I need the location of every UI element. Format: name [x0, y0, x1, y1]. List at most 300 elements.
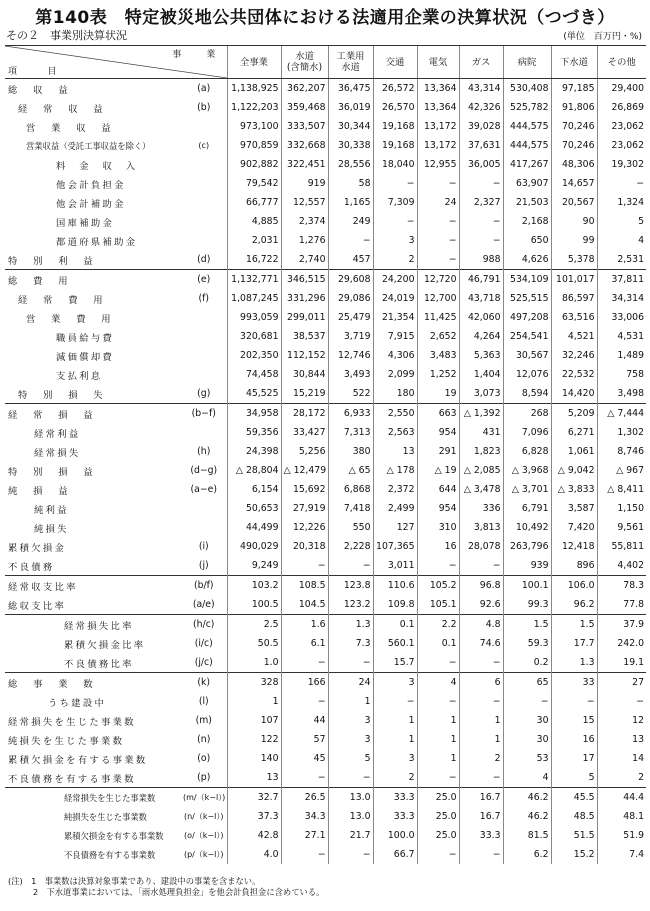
- table-cell: 27.1: [281, 826, 328, 845]
- table-cell: 3,073: [459, 384, 503, 404]
- row-label: 純損失を生じた事業数: [8, 735, 125, 747]
- row-label: 経常損失を生じた事業数: [5, 788, 181, 808]
- table-cell: 36,475: [328, 79, 373, 99]
- column-header: 工業用 水道: [328, 46, 373, 79]
- row-label: 純損失: [34, 523, 69, 535]
- table-cell: 28,556: [328, 155, 373, 174]
- table-cell: 91,806: [551, 98, 597, 117]
- table-cell: 1,404: [459, 365, 503, 384]
- table-cell: 36,005: [459, 155, 503, 174]
- table-cell: −: [281, 768, 328, 788]
- row-label: 不良債務を有する事業数: [8, 773, 136, 785]
- row-code: (j/c): [194, 657, 213, 668]
- table-cell: −: [281, 653, 328, 673]
- table-cell: 1,150: [597, 499, 646, 518]
- table-cell: 19,168: [373, 136, 417, 155]
- table-cell: 30,844: [281, 365, 328, 384]
- table-cell: △ 2,085: [459, 461, 503, 480]
- table-cell: 970,859: [227, 136, 281, 155]
- table-cell: 2: [373, 250, 417, 270]
- table-cell: 5: [328, 749, 373, 768]
- table-cell: 51.5: [551, 826, 597, 845]
- table-cell: 2,652: [417, 327, 459, 346]
- table-cell: −: [459, 212, 503, 231]
- row-label: 総 費 用: [5, 270, 181, 290]
- table-cell: 4: [503, 768, 551, 788]
- table-cell: 110.6: [373, 576, 417, 596]
- table-cell: 21.7: [328, 826, 373, 845]
- table-row: [5, 270, 646, 290]
- row-label: 支払利息: [56, 370, 103, 382]
- row-label: 経 常 費 用: [18, 294, 106, 306]
- table-cell: 96.8: [459, 576, 503, 596]
- table-cell: 2.2: [417, 615, 459, 635]
- row-code: (c): [198, 141, 210, 150]
- table-cell: 2,168: [503, 212, 551, 231]
- table-cell: 4.8: [459, 615, 503, 635]
- table-cell: 242.0: [597, 634, 646, 653]
- table-cell: 5: [551, 768, 597, 788]
- table-cell: 101,017: [551, 270, 597, 290]
- row-label: 営 業 収 益: [26, 122, 114, 134]
- table-cell: 650: [503, 231, 551, 250]
- table-cell: −: [417, 653, 459, 673]
- table-cell: −: [328, 231, 373, 250]
- table-cell: 16: [417, 537, 459, 556]
- table-cell: 993,059: [227, 308, 281, 327]
- table-cell: 2,228: [328, 537, 373, 556]
- table-cell: 37.3: [227, 807, 281, 826]
- row-code: (b/f): [181, 576, 227, 596]
- column-header: 病院: [503, 46, 551, 79]
- table-cell: 310: [417, 518, 459, 537]
- table-cell: 24,019: [373, 289, 417, 308]
- table-cell: 268: [503, 404, 551, 424]
- row-label: 純損失を生じた事業数: [64, 811, 147, 822]
- row-code: (p): [197, 772, 211, 783]
- table-row: [5, 461, 646, 480]
- table-cell: 202,350: [227, 346, 281, 365]
- unit-label: (単位 百万円・%): [563, 32, 642, 42]
- table-cell: 6,271: [551, 423, 597, 442]
- table-cell: △ 8,411: [597, 480, 646, 499]
- row-code: (i/c): [194, 638, 213, 649]
- table-cell: 57: [281, 730, 328, 749]
- table-cell: 65: [503, 673, 551, 693]
- table-cell: 6,154: [227, 480, 281, 499]
- table-cell: 18,040: [373, 155, 417, 174]
- row-code: [181, 518, 227, 537]
- table-cell: 27,919: [281, 499, 328, 518]
- table-cell: 291: [417, 442, 459, 461]
- table-cell: 3,483: [417, 346, 459, 365]
- row-code: (f): [198, 293, 210, 304]
- table-cell: 1.3: [328, 615, 373, 635]
- table-cell: 0.1: [373, 615, 417, 635]
- table-cell: 4,626: [503, 250, 551, 270]
- table-cell: 332,668: [281, 136, 328, 155]
- table-cell: 3,587: [551, 499, 597, 518]
- table-cell: 38,537: [281, 327, 328, 346]
- table-row: [5, 365, 646, 384]
- table-cell: 919: [281, 174, 328, 193]
- table-cell: 46.2: [503, 807, 551, 826]
- row-label: 純利益: [34, 504, 69, 516]
- row-label: 営業収益（受託工事収益を除く）: [26, 140, 151, 151]
- table-cell: 1,165: [328, 193, 373, 212]
- table-cell: 109.8: [373, 595, 417, 615]
- table-row: [5, 404, 646, 424]
- table-cell: −: [281, 556, 328, 576]
- row-label: 料 金 収 入: [56, 160, 138, 172]
- table-cell: 336: [459, 499, 503, 518]
- table-cell: 17: [551, 749, 597, 768]
- table-cell: 43,718: [459, 289, 503, 308]
- table-cell: 11,425: [417, 308, 459, 327]
- table-cell: 13.0: [328, 807, 373, 826]
- table-cell: 1,252: [417, 365, 459, 384]
- table-cell: 1,087,245: [227, 289, 281, 308]
- table-cell: −: [417, 845, 459, 864]
- table-cell: 21,354: [373, 308, 417, 327]
- table-cell: 34,958: [227, 404, 281, 424]
- table-row: [5, 499, 646, 518]
- table-row: [5, 634, 646, 653]
- table-row: [5, 730, 646, 749]
- table-cell: 44: [281, 711, 328, 730]
- table-cell: 1: [417, 711, 459, 730]
- table-row: [5, 193, 646, 212]
- table-cell: 59.3: [503, 634, 551, 653]
- table-cell: 2: [597, 768, 646, 788]
- row-code: (a−e): [190, 484, 217, 495]
- table-cell: 6,828: [503, 442, 551, 461]
- table-cell: 320,681: [227, 327, 281, 346]
- table-cell: △ 12,479: [281, 461, 328, 480]
- table-cell: 123.8: [328, 576, 373, 596]
- column-header: 電気: [417, 46, 459, 79]
- row-code: [181, 423, 227, 442]
- table-cell: 70,246: [551, 117, 597, 136]
- table-cell: △ 3,968: [503, 461, 551, 480]
- table-cell: 19: [417, 384, 459, 404]
- table-cell: 1: [459, 711, 503, 730]
- table-cell: 1: [459, 730, 503, 749]
- table-cell: 457: [328, 250, 373, 270]
- table-row: [5, 673, 646, 693]
- table-row: [5, 845, 646, 864]
- table-cell: 20,567: [551, 193, 597, 212]
- table-cell: △ 3,833: [551, 480, 597, 499]
- row-code: (a): [197, 83, 211, 94]
- table-cell: 2,740: [281, 250, 328, 270]
- table-cell: 14,657: [551, 174, 597, 193]
- table-cell: 249: [328, 212, 373, 231]
- row-label: うち建設中: [48, 697, 107, 709]
- row-label: 経常損失比率: [5, 615, 181, 635]
- table-cell: 328: [227, 673, 281, 693]
- table-cell: −: [328, 653, 373, 673]
- table-cell: 44.4: [597, 788, 646, 808]
- row-code: (n/（k−l）): [183, 812, 224, 821]
- table-cell: 105.2: [417, 576, 459, 596]
- header-row: [5, 46, 646, 79]
- row-code: (o): [197, 753, 211, 764]
- table-cell: 359,468: [281, 98, 328, 117]
- table-cell: 51.9: [597, 826, 646, 845]
- table-cell: 24: [417, 193, 459, 212]
- table-cell: 36,019: [328, 98, 373, 117]
- table-cell: 26,570: [373, 98, 417, 117]
- table-cell: 30: [503, 730, 551, 749]
- table-cell: 78.3: [597, 576, 646, 596]
- table-cell: 1.3: [551, 653, 597, 673]
- table-cell: 20,318: [281, 537, 328, 556]
- row-code: (g): [197, 388, 211, 399]
- page-title: 第140表 特定被災地公共団体における法適用企業の決算状況（つづき）: [35, 8, 615, 28]
- table-row: [5, 653, 646, 673]
- table-cell: −: [459, 231, 503, 250]
- table-cell: 530,408: [503, 79, 551, 99]
- table-cell: 106.0: [551, 576, 597, 596]
- row-label: 職員給与費: [56, 332, 115, 344]
- table-cell: 362,207: [281, 79, 328, 99]
- table-cell: 2: [459, 749, 503, 768]
- row-label: 都道府県補助金: [56, 236, 138, 248]
- table-cell: −: [459, 174, 503, 193]
- row-label: 経常収支比率: [5, 576, 181, 596]
- table-cell: 19,168: [373, 117, 417, 136]
- table-cell: 33,006: [597, 308, 646, 327]
- table-cell: 30,344: [328, 117, 373, 136]
- row-label: 特 別 損 失: [18, 389, 106, 401]
- table-cell: 4,885: [227, 212, 281, 231]
- table-cell: 16,722: [227, 250, 281, 270]
- table-cell: 534,109: [503, 270, 551, 290]
- table-row: [5, 711, 646, 730]
- table-cell: 3: [373, 231, 417, 250]
- table-cell: 1,138,925: [227, 79, 281, 99]
- table-cell: 13: [597, 730, 646, 749]
- row-label: 総 事 業 数: [5, 673, 181, 693]
- column-header: その他: [597, 46, 646, 79]
- table-row: [5, 231, 646, 250]
- row-code: [181, 365, 227, 384]
- row-code: [181, 117, 227, 136]
- footnotes: [8, 876, 324, 898]
- row-code: (i): [198, 541, 209, 552]
- table-cell: 7,309: [373, 193, 417, 212]
- table-cell: 33.3: [373, 788, 417, 808]
- table-cell: 59,356: [227, 423, 281, 442]
- table-cell: 1: [417, 749, 459, 768]
- table-cell: 70,246: [551, 136, 597, 155]
- column-header: 水道 (含簡水): [281, 46, 328, 79]
- table-cell: 896: [551, 556, 597, 576]
- table-cell: △ 19: [417, 461, 459, 480]
- table-row: [5, 174, 646, 193]
- table-cell: 560.1: [373, 634, 417, 653]
- table-cell: 23,062: [597, 136, 646, 155]
- row-label: 経 常 収 益: [18, 103, 106, 115]
- table-cell: 13,172: [417, 136, 459, 155]
- row-label: 他会計負担金: [56, 179, 126, 191]
- table-cell: 37.9: [597, 615, 646, 635]
- table-cell: 2.5: [227, 615, 281, 635]
- table-cell: 346,515: [281, 270, 328, 290]
- table-cell: △ 9,042: [551, 461, 597, 480]
- table-cell: 525,515: [503, 289, 551, 308]
- table-row: [5, 289, 646, 308]
- table-cell: −: [417, 250, 459, 270]
- table-cell: 90: [551, 212, 597, 231]
- table-cell: 1,122,203: [227, 98, 281, 117]
- table-row: [5, 826, 646, 845]
- table-cell: 1.5: [503, 615, 551, 635]
- table-cell: 15: [551, 711, 597, 730]
- table-cell: 3: [328, 730, 373, 749]
- table-cell: 1: [328, 692, 373, 711]
- table-cell: 180: [373, 384, 417, 404]
- row-label: 経常利益: [34, 428, 81, 440]
- row-label: 特 別 損 益: [8, 466, 96, 478]
- table-cell: 15,692: [281, 480, 328, 499]
- table-cell: 28,078: [459, 537, 503, 556]
- row-code: [181, 174, 227, 193]
- table-row: [5, 212, 646, 231]
- row-label: 減価償却費: [56, 351, 115, 363]
- table-cell: 1,489: [597, 346, 646, 365]
- table-row: [5, 308, 646, 327]
- table-cell: 77.8: [597, 595, 646, 615]
- table-cell: −: [328, 845, 373, 864]
- table-cell: 26,869: [597, 98, 646, 117]
- table-cell: −: [459, 845, 503, 864]
- corner-bottom-label: 項 目: [8, 67, 68, 77]
- table-cell: 55,811: [597, 537, 646, 556]
- table-cell: 123.2: [328, 595, 373, 615]
- table-cell: 34.3: [281, 807, 328, 826]
- table-cell: −: [417, 768, 459, 788]
- table-cell: −: [328, 556, 373, 576]
- table-cell: −: [459, 653, 503, 673]
- column-header: 交通: [373, 46, 417, 79]
- table-cell: 33: [551, 673, 597, 693]
- table-cell: 490,029: [227, 537, 281, 556]
- table-cell: 66.7: [373, 845, 417, 864]
- table-cell: 1,276: [281, 231, 328, 250]
- table-cell: 12,955: [417, 155, 459, 174]
- table-cell: 0.2: [503, 653, 551, 673]
- table-cell: 333,507: [281, 117, 328, 136]
- table-cell: 2,499: [373, 499, 417, 518]
- table-cell: 30,338: [328, 136, 373, 155]
- table-cell: −: [459, 768, 503, 788]
- table-cell: 2,374: [281, 212, 328, 231]
- table-cell: −: [597, 692, 646, 711]
- table-cell: 42,060: [459, 308, 503, 327]
- table-cell: 4: [417, 673, 459, 693]
- table-cell: 16.7: [459, 807, 503, 826]
- table-cell: 299,011: [281, 308, 328, 327]
- table-cell: −: [459, 692, 503, 711]
- row-label: 累積欠損金を有する事業数: [8, 754, 148, 766]
- table-cell: 37,631: [459, 136, 503, 155]
- table-cell: 1,324: [597, 193, 646, 212]
- table-cell: 6: [459, 673, 503, 693]
- table-cell: 1: [417, 730, 459, 749]
- table-row: [5, 576, 646, 596]
- table-row: [5, 384, 646, 404]
- table-cell: 8,746: [597, 442, 646, 461]
- table-cell: −: [459, 556, 503, 576]
- row-label: 不良債務: [8, 561, 55, 573]
- table-cell: 33,427: [281, 423, 328, 442]
- table-cell: 12,226: [281, 518, 328, 537]
- column-header: ガス: [459, 46, 503, 79]
- row-label: 累積欠損金: [8, 542, 67, 554]
- row-code: (m): [195, 715, 212, 726]
- row-label: 国庫補助金: [56, 217, 115, 229]
- table-cell: 46.2: [503, 788, 551, 808]
- table-cell: 7,313: [328, 423, 373, 442]
- table-cell: 26.5: [281, 788, 328, 808]
- table-cell: 44,499: [227, 518, 281, 537]
- table-cell: 444,575: [503, 136, 551, 155]
- table-cell: 7.4: [597, 845, 646, 864]
- table-cell: 166: [281, 673, 328, 693]
- table-cell: 663: [417, 404, 459, 424]
- table-cell: −: [551, 692, 597, 711]
- table-cell: 13: [227, 768, 281, 788]
- row-label: 総収支比率: [8, 600, 67, 612]
- row-label: 経 常 損 益: [5, 404, 181, 424]
- table-cell: 17.7: [551, 634, 597, 653]
- table-cell: 1,823: [459, 442, 503, 461]
- table-cell: 331,296: [281, 289, 328, 308]
- table-cell: 1,302: [597, 423, 646, 442]
- row-code: (k): [181, 673, 227, 693]
- table-cell: 1.5: [551, 615, 597, 635]
- table-cell: 4,306: [373, 346, 417, 365]
- table-cell: △ 3,478: [459, 480, 503, 499]
- row-code: [181, 231, 227, 250]
- footnote-2: 2 下水道事業においては、「雨水処理負担金」を他会計負担金に含めている。: [8, 887, 325, 897]
- table-cell: 79,542: [227, 174, 281, 193]
- table-cell: 2,099: [373, 365, 417, 384]
- table-cell: 107,365: [373, 537, 417, 556]
- table-cell: 988: [459, 250, 503, 270]
- table-cell: 100.5: [227, 595, 281, 615]
- table-cell: 1: [373, 711, 417, 730]
- table-row: [5, 518, 646, 537]
- table-cell: 9,561: [597, 518, 646, 537]
- table-cell: 1,132,771: [227, 270, 281, 290]
- table-cell: 45: [281, 749, 328, 768]
- table-cell: 954: [417, 499, 459, 518]
- table-cell: 5,256: [281, 442, 328, 461]
- row-code: (h): [197, 446, 211, 457]
- table-cell: 4: [597, 231, 646, 250]
- table-cell: 39,028: [459, 117, 503, 136]
- table-cell: 7,915: [373, 327, 417, 346]
- table-cell: 644: [417, 480, 459, 499]
- table-cell: 74,458: [227, 365, 281, 384]
- table-cell: 12,700: [417, 289, 459, 308]
- table-cell: 12,076: [503, 365, 551, 384]
- table-cell: 3: [373, 673, 417, 693]
- table-cell: 5,209: [551, 404, 597, 424]
